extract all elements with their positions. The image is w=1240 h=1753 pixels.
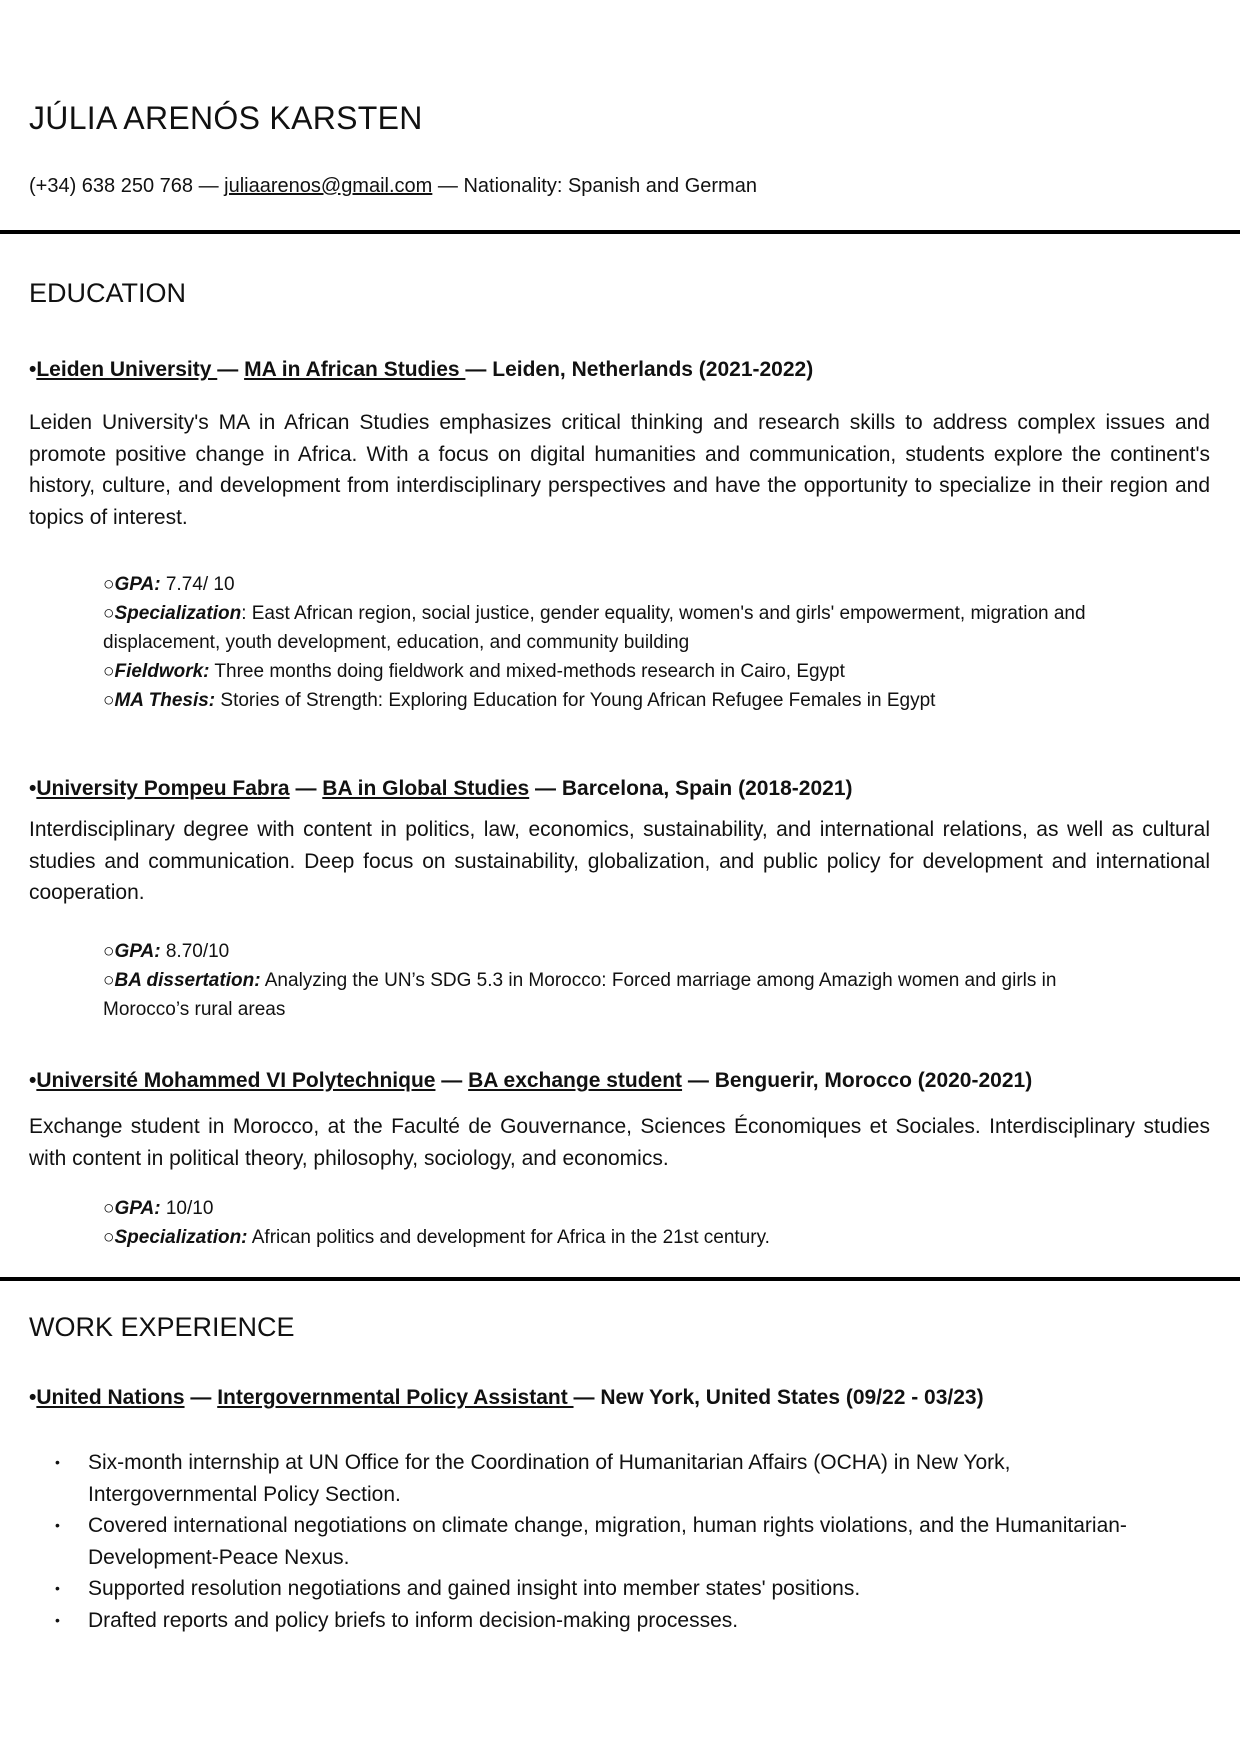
bullet-icon: • [55,1454,60,1470]
detail-text: Analyzing the UN’s SDG 5.3 in Morocco: Forced marriage among Amazigh women and girls in Morocco’s rural areas [103,970,1057,1020]
bullet: • [29,358,37,381]
circle-bullet-icon: ○ [103,690,115,711]
circle-bullet-icon: ○ [103,1227,115,1248]
nationality: Nationality: Spanish and German [463,175,757,197]
work-responsibilities [55,1447,1175,1636]
detail-text: : East African region, social justice, gender equality, women's and girls' empowerment, migration and displacement, youth development, education, and community building [103,603,1086,653]
organization-link[interactable]: United Nations [36,1386,185,1409]
list-item [55,1510,1175,1573]
detail-label: Specialization [114,603,242,624]
circle-bullet-icon: ○ [103,941,115,962]
detail-item [103,1223,1103,1252]
detail-item [103,599,1103,657]
detail-item [103,686,1103,715]
entry-location: Benguerir, Morocco (2020-2021) [714,1069,1033,1092]
detail-label: BA dissertation: [114,970,261,991]
bullet-icon: • [55,1580,60,1596]
header-divider [0,230,1240,234]
detail-text: 8.70/10 [160,941,230,962]
detail-item [103,937,1103,966]
candidate-name: JÚLIA ARENÓS KARSTEN [29,100,423,136]
entry-location: Barcelona, Spain (2018-2021) [561,777,853,800]
list-item-text: Six-month internship at UN Office for the Coordination of Humanitarian Affairs (OCHA) in New York, Intergovernmental Policy Section. [88,1451,1011,1506]
education-description: Leiden University's MA in African Studies emphasizes critical thinking and research skills to address complex issues and promote positive change in Africa. With a focus on digital humanities and communication, students explore the continent's history, culture, and development from interdisciplinary perspectives and have the opportunity to specialize in their region and topics of interest. [29,411,1210,529]
detail-label: GPA: [114,941,161,962]
detail-text: 7.74/ 10 [160,574,235,595]
education-entry-heading [29,777,853,801]
entry-location: Leiden, Netherlands (2021-2022) [492,358,814,381]
list-item [55,1447,1175,1510]
detail-item [103,657,1103,686]
separator: — [682,1069,715,1092]
detail-text: African politics and development for Africa in the 21st century. [247,1227,770,1248]
education-divider [0,1277,1240,1281]
list-item-text: Supported resolution negotiations and gained insight into member states' positions. [88,1577,861,1600]
role-link[interactable]: Intergovernmental Policy Assistant [217,1386,574,1409]
detail-label: GPA: [114,1198,161,1219]
bullet: • [29,1069,37,1092]
bullet: • [29,1386,37,1409]
circle-bullet-icon: ○ [103,661,115,682]
email-link[interactable]: juliaarenos@gmail.com [224,175,433,197]
education-details [103,1194,1103,1252]
detail-item [103,1194,1103,1223]
detail-item [103,570,1103,599]
education-details [103,570,1103,715]
detail-item [103,966,1093,1024]
detail-text: Stories of Strength: Exploring Education for Young African Refugee Females in Egypt [215,690,936,711]
institution-link[interactable]: Leiden University [36,358,218,381]
circle-bullet-icon: ○ [103,1198,115,1219]
degree-link[interactable]: MA in African Studies [244,358,466,381]
detail-label: MA Thesis: [114,690,216,711]
detail-text: 10/10 [160,1198,214,1219]
separator: — [465,358,493,381]
degree-link[interactable]: BA in Global Studies [322,777,530,800]
separator: — [289,777,323,800]
bullet: • [29,777,37,800]
circle-bullet-icon: ○ [103,603,115,624]
education-description: Exchange student in Morocco, at the Faculté de Gouvernance, Sciences Économiques et Sociales. Interdisciplinary studies with content in political theory, philosophy, sociology, and economics. [29,1115,1210,1170]
separator: — [193,175,225,197]
separator: — [435,1069,469,1092]
separator: — [529,777,562,800]
list-item-text: Covered international negotiations on climate change, migration, human rights violations, and the Humanitarian-Development-Peace Nexus. [88,1514,1127,1569]
degree-link[interactable]: BA exchange student [468,1069,683,1092]
work-section-title: WORK EXPERIENCE [29,1312,295,1342]
education-section-title: EDUCATION [29,278,187,308]
detail-label: Fieldwork: [114,661,210,682]
institution-link[interactable]: Université Mohammed VI Polytechnique [36,1069,436,1092]
separator: — [217,358,245,381]
detail-label: Specialization: [114,1227,248,1248]
education-entry-heading [29,358,813,382]
list-item [55,1605,1175,1637]
bullet-icon: • [55,1611,60,1628]
list-item-text: Drafted reports and policy briefs to inform decision-making processes. [88,1608,739,1632]
separator: — [432,175,464,197]
work-entry-heading [29,1386,984,1410]
separator: — [184,1386,218,1409]
circle-bullet-icon: ○ [103,970,115,991]
education-description: Interdisciplinary degree with content in politics, law, economics, sustainability, and international relations, as well as cultural studies and communication. Deep focus on sustainability, globalization, and public policy for development and international cooperation. [29,818,1210,904]
phone-number: (+34) 638 250 768 [29,175,194,197]
separator: — [573,1386,601,1409]
list-item [55,1573,1175,1605]
entry-location: New York, United States (09/22 - 03/23) [600,1386,984,1409]
education-details [103,937,1103,1024]
circle-bullet-icon: ○ [103,574,115,595]
detail-text: Three months doing fieldwork and mixed-methods research in Cairo, Egypt [209,661,845,682]
institution-link[interactable]: University Pompeu Fabra [36,777,290,800]
education-entry-heading [29,1069,1032,1093]
bullet-icon: • [55,1517,60,1533]
contact-line [29,175,757,198]
detail-label: GPA: [114,574,161,595]
